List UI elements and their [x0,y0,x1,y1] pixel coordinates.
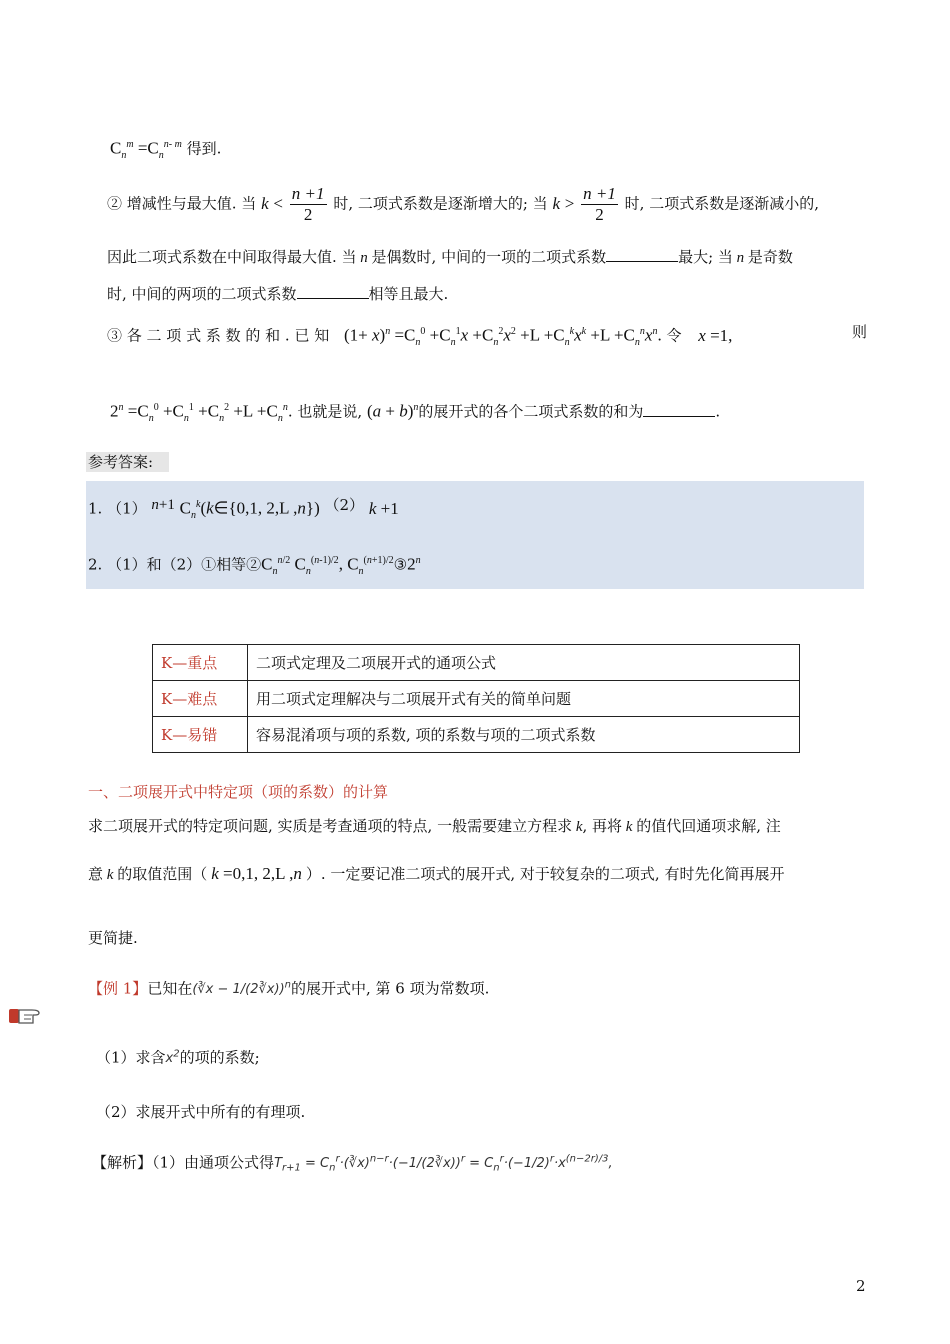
pointing-hand-icon [8,1001,42,1027]
section-paragraph-3: 更简捷. [88,929,138,947]
equal-line [107,284,448,304]
blank [606,247,678,262]
text-segment: 的展开式中, 第 6 项为常数项. [291,979,490,998]
example-1 [88,976,489,1000]
text-segment: 则 [851,323,867,341]
text-segment: 已知在 [147,979,193,998]
sum-line: ③ 各 二 项 式 系 数 的 和 . 已 知 $(1+ x)^n =C_n^0 +C_n^1x +C_n^2x^2 +L +C_n^kx^k +L +C_n^nx^n$. 令 x =1, 则 [107,323,867,349]
text-segment: 时, 二项式系数是逐渐减小的, [624,194,819,213]
formula-line-1: $C_n^m =C_n^{n- m}$ 得到. [110,138,222,162]
table-key: K—重点 [153,645,248,681]
answer-box [86,481,864,589]
general-term-formula: $T_{r+1}$ = $C_n^r\cdot(∛x)^{n-r}\cdot(-1/(2∛x))^r = C_n^r\cdot(-1/2)^r\cdot x^{(n-2r)/3}$, [274,1154,613,1174]
monotonic-line: ② 增减性与最大值. 当 k < $\frac{n +1}{2}$ 时, 二项式系数是逐渐增大的; 当 k > $\frac{n +1}{2}$ 时, 二项式系数是逐渐减小的, [107,184,819,224]
text-segment: 意 [88,865,104,883]
text-segment: 的项的系数; [179,1048,260,1067]
question-2: （2）求展开式中所有的有理项. [96,1103,306,1121]
text-segment: ③ [393,555,408,574]
x-squared: $x^2$ [165,1049,180,1067]
answer-2: 2. （1）和（2）①相等$②C_n^{n/2}$ $C_n^{(n-1)/2}$, $C_n^{(n+1)/2}③2^n$ [88,554,421,578]
table-value: 用二项式定理解决与二项展开式有关的简单问题 [248,681,800,717]
text-segment: （1）求含 [96,1048,166,1067]
table-value: 容易混淆项与项的系数, 项的系数与项的二项式系数 [248,717,800,753]
text-segment: 1. （1） [88,499,147,518]
text-segment: 的取值范围（ [117,865,208,883]
text-segment: 的展开式的各个二项式系数的和为 [418,402,644,421]
text-segment: 2. （1）和（2）①相等② [88,555,262,574]
text-segment: 是奇数 [747,248,793,266]
text-segment: ③ 各 二 项 式 系 数 的 和 . 已 知 [107,326,330,345]
blank [643,402,715,417]
text-segment: 是偶数时, 中间的一项的二项式系数 [371,248,607,266]
table-row [153,681,800,717]
answer-label: 参考答案: [88,453,154,471]
key-points-table [152,644,800,753]
section-paragraph-2: 意 k 的取值范围（ k =0,1, 2,L ,n ）. 一定要记准二项式的展开式, 对于较复杂的二项式, 有时先化简再展开 [88,864,785,883]
text-segment: 时, 二项式系数是逐渐增大的; 当 [333,194,548,213]
text-segment: （1）由通项公式得 [152,1153,275,1172]
text-segment: 令 [666,326,682,345]
text-segment: ② 增减性与最大值. 当 [107,194,257,213]
text-segment: , 再将 [582,817,623,835]
section-heading: 一、二项展开式中特定项（项的系数）的计算 [88,783,389,801]
text-segment: . 也就是说, [287,402,363,421]
table-key: K—易错 [153,717,248,753]
binomial-expression: (∛x − 1/(2∛x))$^n$ [192,980,291,998]
text-segment: 最大; 当 [678,248,733,266]
blank [297,284,369,299]
text-segment: . [715,402,721,421]
text-segment: 时, 中间的两项的二项式系数 [107,285,297,303]
fraction: $\frac{n +1}{2}$ [583,184,616,224]
sum-result-line: $2^n =C_n^0 +C_n^1 +C_n^2 +L +C_n^n$. 也就是说, $(a + b)^n$的展开式的各个二项式系数的和为 . [110,401,721,425]
table-key: K—难点 [153,681,248,717]
text-segment: 的值代回通项求解, 注 [636,817,781,835]
line1-tail: 得到. [186,139,222,158]
text-segment: 因此二项式系数在中间取得最大值. 当 [107,248,357,266]
table-value: 二项式定理及二项展开式的通项公式 [248,645,800,681]
text-segment: ）. 一定要记准二项式的展开式, 对于较复杂的二项式, 有时先化简再展开 [305,865,785,883]
max-value-line: 因此二项式系数在中间取得最大值. 当 n 是偶数时, 中间的一项的二项式系数 最大; 当 n 是奇数 [107,248,793,266]
section-paragraph-1: 求二项展开式的特定项问题, 实质是考查通项的特点, 一般需要建立方程求 k, 再将 k 的值代回通项求解, 注 [88,817,781,835]
table-row [153,645,800,681]
solution [92,1150,613,1179]
solution-tag: 【解析】 [92,1153,153,1172]
text-segment: 求二项展开式的特定项问题, 实质是考查通项的特点, 一般需要建立方程求 [88,817,573,835]
example-tag: 【例 1】 [88,979,148,998]
fraction: $\frac{n +1}{2}$ [291,184,325,224]
answer-1: 1. （1） n+1 $C_n^k(k\in\{0,1$, 2,L ,n}) （2） k +1 [88,496,399,522]
page-number: 2 [856,1277,866,1295]
text-segment: （2） [324,496,365,514]
question-1 [96,1045,260,1069]
table-row [153,717,800,753]
text-segment: 相等且最大. [368,285,449,303]
